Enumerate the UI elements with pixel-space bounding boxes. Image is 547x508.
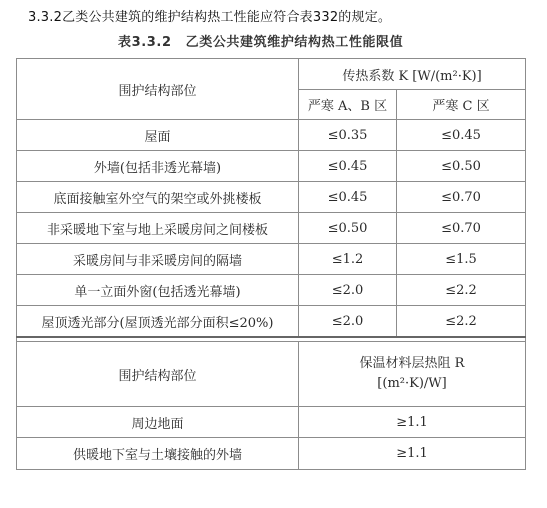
cell-zone-ab: ≤2.0 — [299, 275, 397, 306]
table-row — [17, 275, 526, 306]
header-resistance-label: 保温材料层热阻 R — [359, 356, 465, 371]
header-part-2: 围护结构部位 — [17, 342, 299, 407]
cell-part: 供暖地下室与土壤接触的外墙 — [17, 438, 299, 470]
cell-zone-c: ≤0.50 — [397, 151, 526, 182]
table-row — [17, 151, 526, 182]
cell-zone-c: ≤2.2 — [397, 306, 526, 338]
table-caption — [118, 31, 403, 50]
header-zone-ab: 严寒 A、B 区 — [299, 90, 397, 120]
cell-part: 屋面 — [17, 120, 299, 151]
cell-zone-ab: ≤0.45 — [299, 151, 397, 182]
header-zone-c: 严寒 C 区 — [397, 90, 526, 120]
header-k: 传热系数 K [W/(m²·K)] — [299, 59, 526, 90]
header-row — [17, 59, 526, 90]
header-row-resistance — [17, 342, 526, 407]
cell-resistance: ≥1.1 — [299, 407, 526, 438]
thermal-performance-table — [16, 58, 526, 470]
table-row — [17, 213, 526, 244]
table-row — [17, 182, 526, 213]
cell-zone-ab: ≤0.35 — [299, 120, 397, 151]
cell-part: 非采暖地下室与地上采暖房间之间楼板 — [17, 213, 299, 244]
cell-zone-ab: ≤0.50 — [299, 213, 397, 244]
cell-part: 底面接触室外空气的架空或外挑楼板 — [17, 182, 299, 213]
cell-part: 外墙(包括非透光幕墙) — [17, 151, 299, 182]
cell-zone-c: ≤0.70 — [397, 182, 526, 213]
intro-paragraph: 3.3.2乙类公共建筑的维护结构热工性能应符合表332的规定。 — [28, 10, 392, 25]
cell-resistance: ≥1.1 — [299, 438, 526, 470]
cell-part: 屋顶透光部分(屋顶透光部分面积≤20%) — [17, 306, 299, 338]
cell-zone-ab: ≤0.45 — [299, 182, 397, 213]
table-row — [17, 407, 526, 438]
cell-zone-ab: ≤1.2 — [299, 244, 397, 275]
cell-zone-c: ≤0.45 — [397, 120, 526, 151]
table-row — [17, 438, 526, 470]
cell-part: 采暖房间与非采暖房间的隔墙 — [17, 244, 299, 275]
header-resistance-unit: [(m²·K)/W] — [377, 376, 447, 391]
cell-zone-c: ≤1.5 — [397, 244, 526, 275]
table-row — [17, 120, 526, 151]
header-resistance — [299, 342, 526, 407]
table-number: 表3.3.2 — [118, 35, 172, 50]
header-part: 围护结构部位 — [17, 59, 299, 120]
table-row — [17, 244, 526, 275]
cell-zone-c: ≤0.70 — [397, 213, 526, 244]
cell-part: 单一立面外窗(包括透光幕墙) — [17, 275, 299, 306]
cell-zone-ab: ≤2.0 — [299, 306, 397, 338]
table-title: 乙类公共建筑维护结构热工性能限值 — [185, 35, 404, 50]
table-row — [17, 306, 526, 338]
cell-zone-c: ≤2.2 — [397, 275, 526, 306]
cell-part: 周边地面 — [17, 407, 299, 438]
